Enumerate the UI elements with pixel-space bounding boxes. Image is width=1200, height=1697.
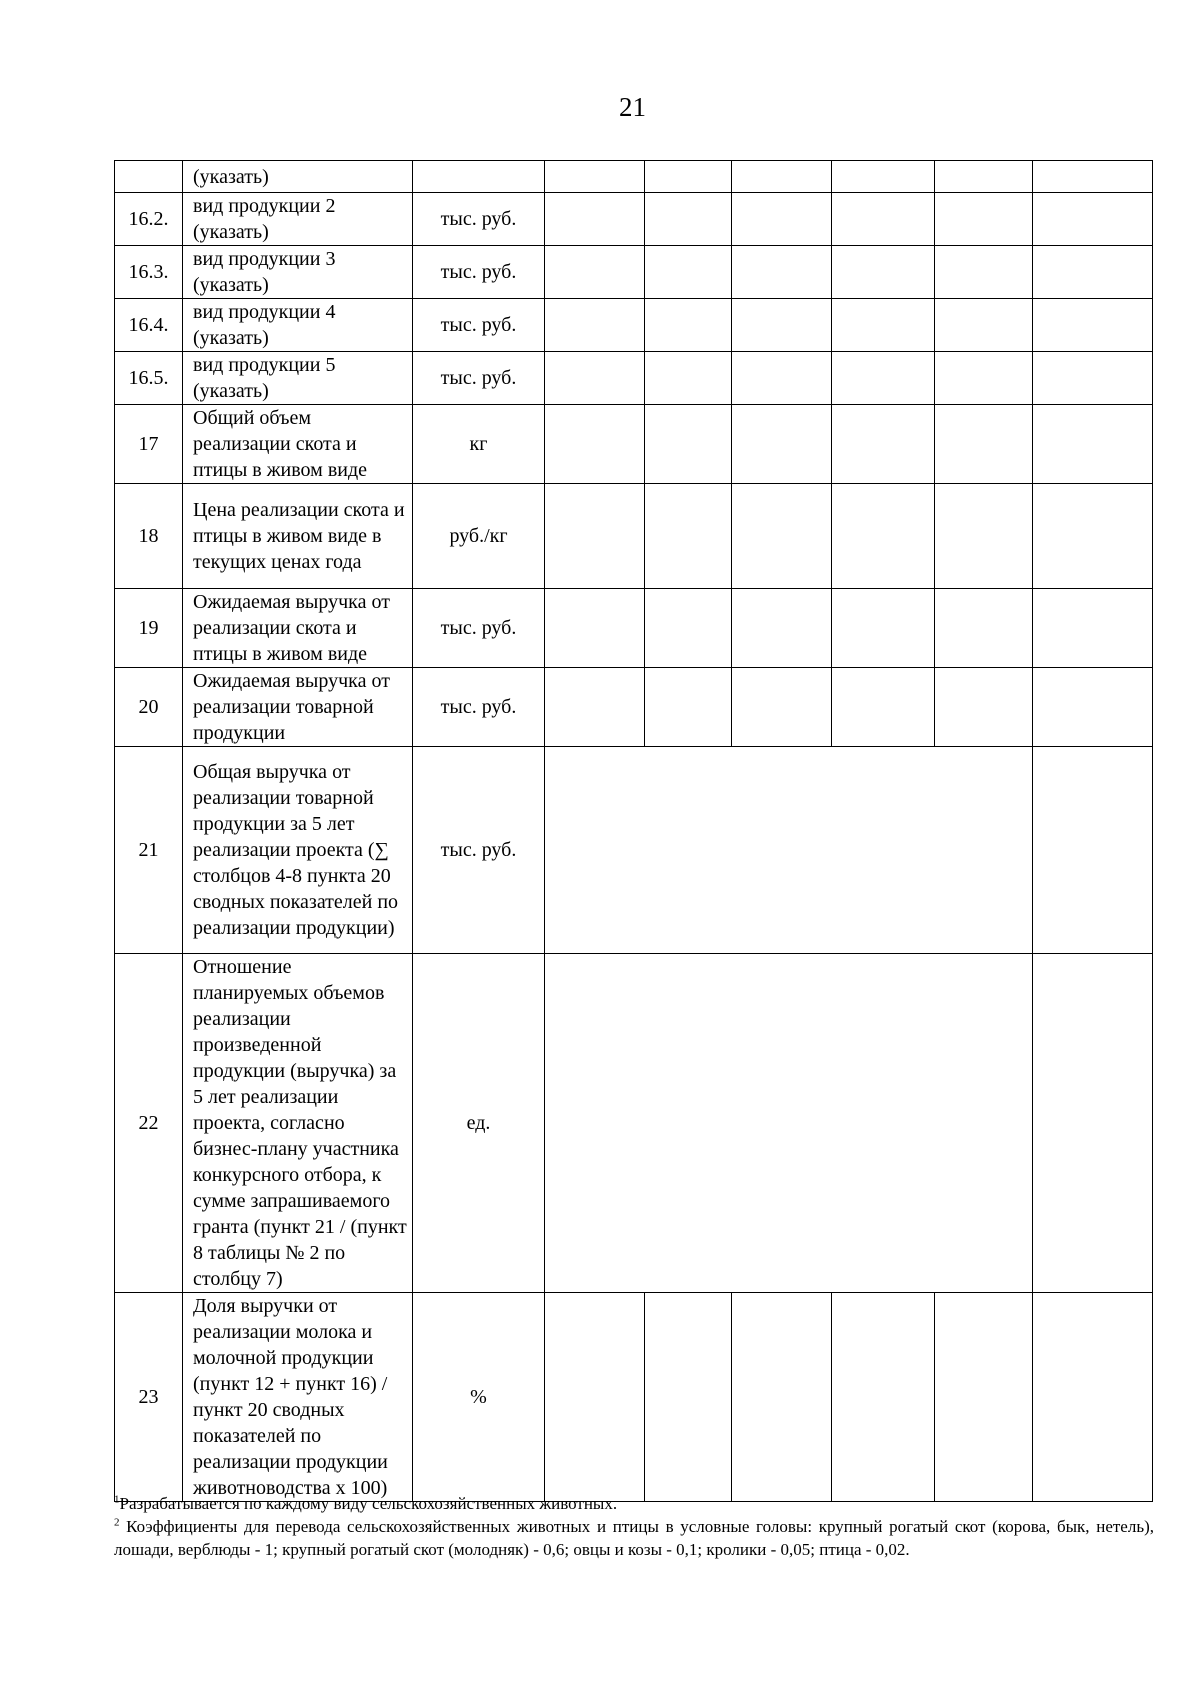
row-description: Ожидаемая выручка от реализации товарной продукции bbox=[183, 668, 413, 747]
row-unit: тыс. руб. bbox=[413, 246, 545, 299]
footnote-1-mark: 1 bbox=[114, 1493, 120, 1506]
value-cell bbox=[545, 299, 645, 352]
table-row bbox=[115, 246, 1153, 299]
footnotes bbox=[114, 1492, 1154, 1561]
value-cell bbox=[1033, 299, 1153, 352]
value-cell bbox=[832, 352, 935, 405]
merged-value-cell bbox=[545, 747, 1033, 954]
row-number: 18 bbox=[115, 484, 183, 589]
value-cell bbox=[645, 668, 732, 747]
value-cell bbox=[732, 193, 832, 246]
row-unit: тыс. руб. bbox=[413, 747, 545, 954]
value-cell bbox=[645, 352, 732, 405]
row-number: 22 bbox=[115, 954, 183, 1293]
value-cell bbox=[832, 246, 935, 299]
table-row bbox=[115, 668, 1153, 747]
row-description: вид продукции 4 (указать) bbox=[183, 299, 413, 352]
row-description: Доля выручки от реализации молока и молочной продукции (пункт 12 + пункт 16) / пункт 20 сводных показателей по реализации продукции животноводства х 100) bbox=[183, 1293, 413, 1502]
value-cell bbox=[832, 484, 935, 589]
value-cell bbox=[732, 589, 832, 668]
table-row bbox=[115, 484, 1153, 589]
value-cell bbox=[545, 405, 645, 484]
row-unit bbox=[413, 161, 545, 193]
value-cell bbox=[732, 668, 832, 747]
value-cell bbox=[1033, 668, 1153, 747]
row-unit: руб./кг bbox=[413, 484, 545, 589]
row-number bbox=[115, 161, 183, 193]
table-row bbox=[115, 299, 1153, 352]
table-row bbox=[115, 589, 1153, 668]
value-cell bbox=[645, 193, 732, 246]
value-cell bbox=[935, 1293, 1033, 1502]
value-cell bbox=[832, 299, 935, 352]
value-cell bbox=[645, 1293, 732, 1502]
row-description: Общий объем реализации скота и птицы в живом виде bbox=[183, 405, 413, 484]
value-cell bbox=[832, 161, 935, 193]
value-cell bbox=[935, 668, 1033, 747]
row-unit: тыс. руб. bbox=[413, 299, 545, 352]
table-row bbox=[115, 405, 1153, 484]
value-cell bbox=[545, 1293, 645, 1502]
row-description: (указать) bbox=[183, 161, 413, 193]
value-cell bbox=[732, 405, 832, 484]
value-cell bbox=[832, 405, 935, 484]
row-description: Отношение планируемых объемов реализации произведенной продукции (выручка) за 5 лет реализации проекта, согласно бизнес-плану участника конкурсного отбора, к сумме запрашиваемого гранта (пункт 21 / (пункт 8 таблицы № 2 по столбцу 7) bbox=[183, 954, 413, 1293]
row-description: Общая выручка от реализации товарной продукции за 5 лет реализации проекта (∑ столбцов 4-8 пункта 20 сводных показателей по реализации продукции) bbox=[183, 747, 413, 954]
footnote-1 bbox=[114, 1492, 1154, 1515]
footnote-2-mark: 2 bbox=[114, 1516, 120, 1529]
value-cell bbox=[732, 161, 832, 193]
row-number: 20 bbox=[115, 668, 183, 747]
row-number: 16.5. bbox=[115, 352, 183, 405]
row-description: вид продукции 3 (указать) bbox=[183, 246, 413, 299]
value-cell bbox=[732, 1293, 832, 1502]
row-description: вид продукции 2 (указать) bbox=[183, 193, 413, 246]
value-cell bbox=[732, 484, 832, 589]
row-number: 16.2. bbox=[115, 193, 183, 246]
row-unit: тыс. руб. bbox=[413, 193, 545, 246]
value-cell bbox=[545, 193, 645, 246]
value-cell bbox=[832, 589, 935, 668]
value-cell bbox=[645, 589, 732, 668]
table-row bbox=[115, 352, 1153, 405]
value-cell bbox=[1033, 193, 1153, 246]
row-unit: ед. bbox=[413, 954, 545, 1293]
value-cell bbox=[645, 161, 732, 193]
row-description: Ожидаемая выручка от реализации скота и птицы в живом виде bbox=[183, 589, 413, 668]
table-row bbox=[115, 954, 1153, 1293]
footnote-1-text: Разрабатывается по каждому виду сельскохозяйственных животных. bbox=[119, 1494, 618, 1513]
table-row bbox=[115, 1293, 1153, 1502]
value-cell bbox=[935, 484, 1033, 589]
row-number: 23 bbox=[115, 1293, 183, 1502]
table-row bbox=[115, 747, 1153, 954]
value-cell bbox=[832, 1293, 935, 1502]
row-unit: % bbox=[413, 1293, 545, 1502]
value-cell bbox=[732, 299, 832, 352]
value-cell bbox=[645, 299, 732, 352]
footnote-2 bbox=[114, 1515, 1154, 1561]
value-cell bbox=[545, 484, 645, 589]
value-cell bbox=[1033, 161, 1153, 193]
value-cell bbox=[645, 405, 732, 484]
value-cell bbox=[1033, 1293, 1153, 1502]
value-cell bbox=[645, 484, 732, 589]
row-number: 19 bbox=[115, 589, 183, 668]
value-cell bbox=[732, 352, 832, 405]
row-number: 16.3. bbox=[115, 246, 183, 299]
value-cell bbox=[935, 193, 1033, 246]
row-unit: кг bbox=[413, 405, 545, 484]
value-cell bbox=[732, 246, 832, 299]
value-cell bbox=[935, 161, 1033, 193]
value-cell bbox=[935, 246, 1033, 299]
value-cell bbox=[1033, 352, 1153, 405]
value-cell bbox=[832, 668, 935, 747]
page-number: 21 bbox=[619, 92, 646, 122]
value-cell bbox=[1033, 246, 1153, 299]
table-row bbox=[115, 161, 1153, 193]
row-unit: тыс. руб. bbox=[413, 668, 545, 747]
value-cell bbox=[545, 246, 645, 299]
row-number: 16.4. bbox=[115, 299, 183, 352]
row-number: 17 bbox=[115, 405, 183, 484]
value-cell bbox=[545, 352, 645, 405]
value-cell bbox=[1033, 405, 1153, 484]
row-number: 21 bbox=[115, 747, 183, 954]
merged-value-cell bbox=[545, 954, 1033, 1293]
table-row bbox=[115, 193, 1153, 246]
row-unit: тыс. руб. bbox=[413, 352, 545, 405]
value-cell bbox=[1033, 954, 1153, 1293]
footnote-2-text: Коэффициенты для перевода сельскохозяйственных животных и птицы в условные головы: крупный рогатый скот (корова, бык, нетель), лошади, верблюды - 1; крупный рогатый скот (молодняк) - 0,6; овцы и козы - 0,1; кролики - 0,05; птица - 0,02. bbox=[114, 1517, 1154, 1559]
row-description: вид продукции 5 (указать) bbox=[183, 352, 413, 405]
row-description: Цена реализации скота и птицы в живом виде в текущих ценах года bbox=[183, 484, 413, 589]
value-cell bbox=[935, 352, 1033, 405]
value-cell bbox=[545, 161, 645, 193]
value-cell bbox=[832, 193, 935, 246]
indicators-table bbox=[114, 160, 1153, 1502]
value-cell bbox=[545, 668, 645, 747]
value-cell bbox=[935, 405, 1033, 484]
value-cell bbox=[935, 589, 1033, 668]
value-cell bbox=[645, 246, 732, 299]
value-cell bbox=[545, 589, 645, 668]
value-cell bbox=[1033, 589, 1153, 668]
value-cell bbox=[935, 299, 1033, 352]
value-cell bbox=[1033, 484, 1153, 589]
row-unit: тыс. руб. bbox=[413, 589, 545, 668]
value-cell bbox=[1033, 747, 1153, 954]
